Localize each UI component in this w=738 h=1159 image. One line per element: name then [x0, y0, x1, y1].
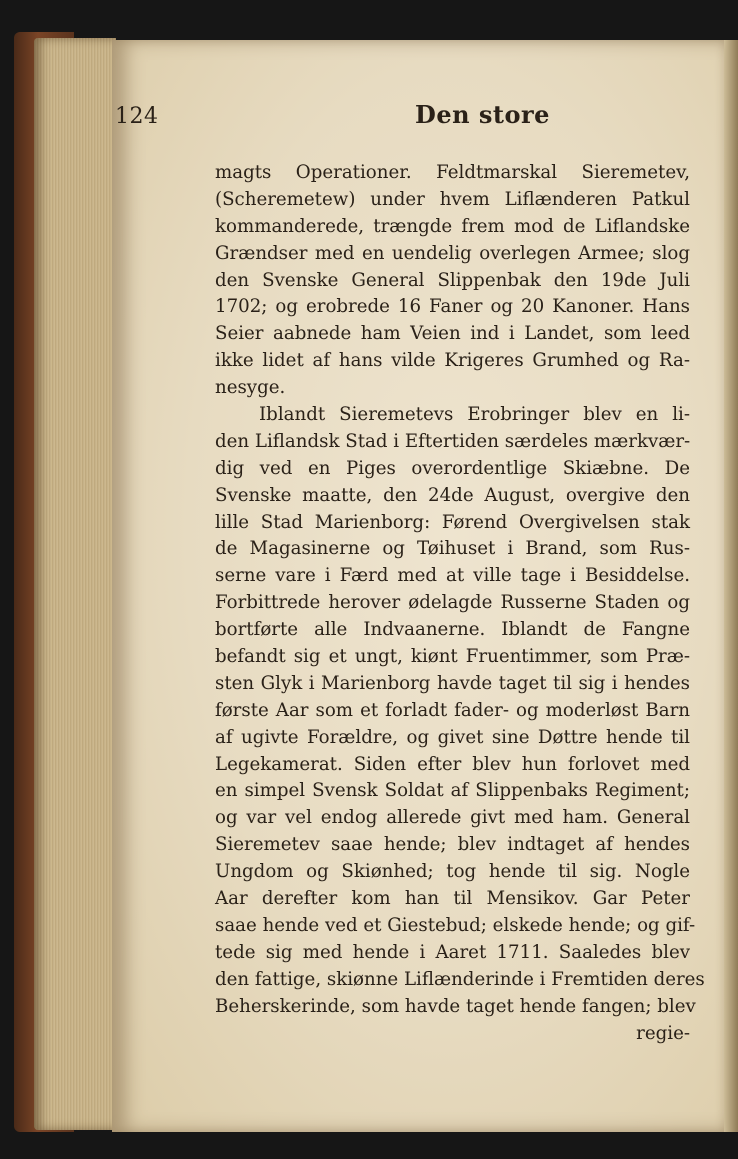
- text-line: bortførte alle Indvaanerne. Iblandt de Fangne: [215, 619, 690, 641]
- text-line: Aar derefter kom han til Mensikov. Gar Peter: [215, 888, 690, 910]
- text-line: magts Operationer. Feldtmarskal Sieremetev,: [215, 162, 690, 183]
- text-line: Ungdom og Skiønhed; tog hende til sig. Nogle: [215, 861, 690, 883]
- text-line: Svenske maatte, den 24de August, overgive den: [215, 484, 690, 506]
- text-line: Legekamerat. Siden efter blev hun forlovet med: [215, 753, 690, 775]
- text-line: saae hende ved et Giestebud; elskede hende; og gif-: [215, 914, 696, 936]
- text-line: Forbittrede herover ødelagde Russerne Staden og: [215, 592, 690, 614]
- text-line: kommanderede, trængde frem mod de Liflandske: [215, 215, 690, 237]
- text-line: Sieremetev saae hende; blev indtaget af hendes: [215, 834, 690, 856]
- text-line: Grændser med en uendelig overlegen Armee; slog: [215, 242, 690, 264]
- page-header: [115, 100, 585, 134]
- text-line: (Scheremetew) under hvem Liflænderen Patkul: [215, 188, 690, 210]
- paragraph-start: Iblandt Sieremetevs Erobringer blev en li-: [259, 404, 690, 426]
- running-head: Den store: [415, 100, 550, 129]
- text-line: den Liflandsk Stad i Eftertiden særdeles mærkvær-: [215, 430, 691, 452]
- body-text: [215, 160, 705, 1047]
- text-line: 1702; og erobrede 16 Faner og 20 Kanoner. Hans: [215, 296, 690, 318]
- text-line: dig ved en Piges overordentlige Skiæbne. De: [215, 457, 690, 479]
- facing-page-edge: [724, 40, 738, 1132]
- text-line: sten Glyk i Marienborg havde taget til sig i hendes: [215, 672, 690, 694]
- text-line: Beherskerinde, som havde taget hende fangen; blev: [215, 995, 696, 1017]
- text-line: Seier aabnede ham Veien ind i Landet, som leed: [215, 323, 690, 345]
- text-line: første Aar som et forladt fader- og moderløst Barn: [215, 699, 690, 721]
- text-line: den fattige, skiønne Liflænderinde i Fremtiden deres: [215, 968, 705, 990]
- text-line: den Svenske General Slippenbak den 19de Juli: [215, 269, 690, 291]
- text-line: ikke lidet af hans vilde Krigeres Grumhed og Ra-: [215, 350, 690, 372]
- page-number: 124: [115, 104, 159, 129]
- page-stack-edges: [34, 38, 116, 1130]
- text-line: og var vel endog allerede givt med ham. General: [215, 807, 690, 829]
- text-line: de Magasinerne og Tøihuset i Brand, som Rus-: [215, 538, 690, 560]
- text-line: tede sig med hende i Aaret 1711. Saaledes blev: [215, 941, 690, 963]
- text-line: af ugivte Forældre, og givet sine Døttre hende til: [215, 726, 690, 748]
- catchword: regie-: [636, 1022, 690, 1044]
- text-line: befandt sig et ungt, kiønt Fruentimmer, som Præ-: [215, 646, 690, 668]
- text-line: en simpel Svensk Soldat af Slippenbaks Regiment;: [215, 780, 690, 802]
- text-line: nesyge.: [215, 377, 286, 399]
- text-line: lille Stad Marienborg: Førend Overgivelsen stak: [215, 511, 690, 533]
- text-line: serne vare i Færd med at ville tage i Besiddelse.: [215, 565, 690, 587]
